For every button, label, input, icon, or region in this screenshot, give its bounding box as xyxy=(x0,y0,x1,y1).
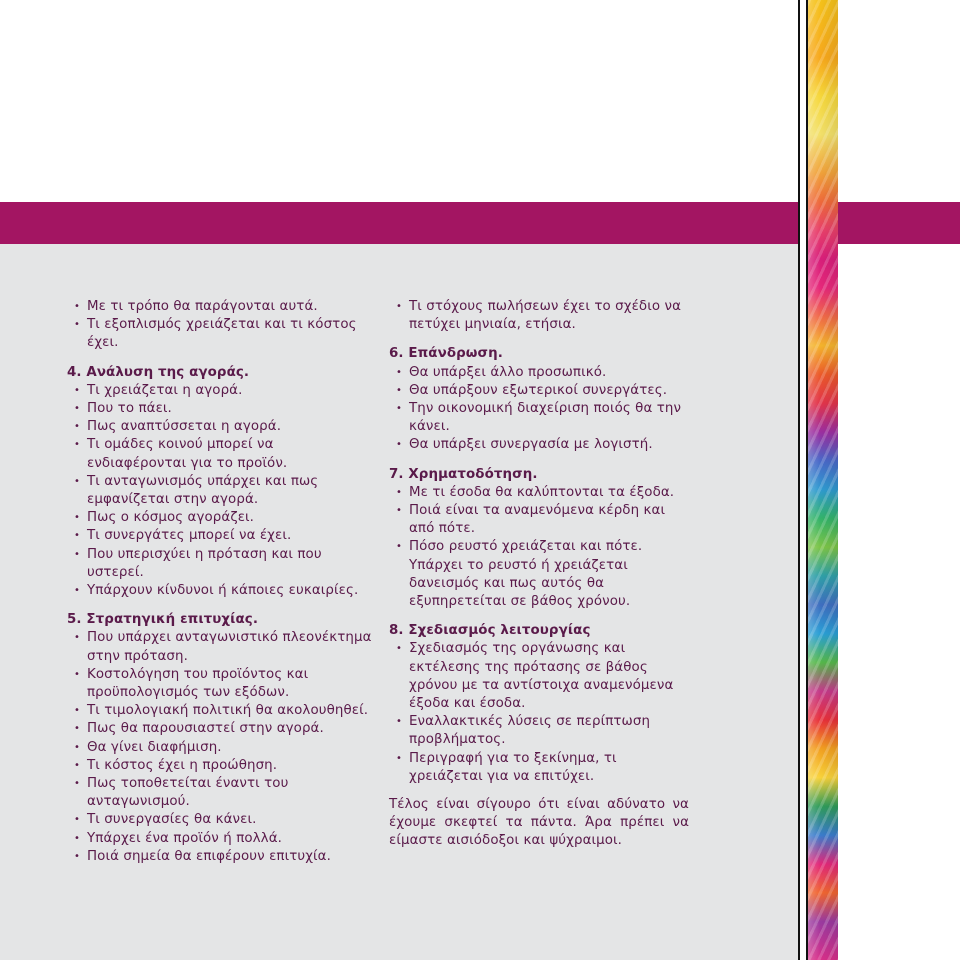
list-item: • Που υπερισχύει η πρόταση και που υστερεί. xyxy=(67,546,372,582)
list-item: • Θα υπάρξουν εξωτερικοί συνεργάτες. xyxy=(389,382,689,400)
right-margin-top xyxy=(838,0,960,202)
list-item: • Τι τιμολογιακή πολιτική θα ακολουθηθεί. xyxy=(67,702,372,720)
list-item: • Ποιά είναι τα αναμενόμενα κέρδη και από πότε. xyxy=(389,502,689,538)
list-item: • Τι εξοπλισμός χρειάζεται και τι κόστος έχει. xyxy=(67,316,372,352)
list-item: • Περιγραφή για το ξεκίνημα, τι χρειάζεται για να επιτύχει. xyxy=(389,750,689,786)
list-item: • Την οικονομική διαχείριση ποιός θα την κάνει. xyxy=(389,400,689,436)
list-item: • Υπάρχουν κίνδυνοι ή κάποιες ευκαιρίες. xyxy=(67,582,372,600)
list-item: • Που το πάει. xyxy=(67,400,372,418)
intro-list-right xyxy=(389,298,689,334)
section-5-title: 5. Στρατηγική επιτυχίας. xyxy=(67,612,258,628)
list-item: • Με τι έσοδα θα καλύπτονται τα έξοδα. xyxy=(389,484,689,502)
section-7-list xyxy=(389,484,689,611)
left-column xyxy=(67,298,372,866)
list-item: • Πως τοποθετείται έναντι του ανταγωνισμού. xyxy=(67,775,372,811)
intro-list-left xyxy=(67,298,372,353)
section-4-title: 4. Ανάλυση της αγοράς. xyxy=(67,364,250,380)
section-8-title: 8. Σχεδιασμός λειτουργίας xyxy=(389,623,591,639)
list-item: • Με τι τρόπο θα παράγονται αυτά. xyxy=(67,298,372,316)
list-item: • Τι ανταγωνισμός υπάρχει και πως εμφανίζεται στην αγορά. xyxy=(67,473,372,509)
list-item: • Τι ομάδες κοινού μπορεί να ενδιαφέρονται για το προϊόν. xyxy=(67,436,372,472)
section-6-list xyxy=(389,364,689,455)
right-margin-bottom xyxy=(838,244,960,960)
list-item: • Τι συνεργασίες θα κάνει. xyxy=(67,811,372,829)
strip-border-left xyxy=(798,0,800,960)
list-item: • Πως ο κόσμος αγοράζει. xyxy=(67,509,372,527)
list-item: • Τι συνεργάτες μπορεί να έχει. xyxy=(67,527,372,545)
section-8-list xyxy=(389,640,689,786)
right-column xyxy=(389,298,689,851)
list-item: • Υπάρχει ένα προϊόν ή πολλά. xyxy=(67,830,372,848)
list-item: • Που υπάρχει ανταγωνιστικό πλεονέκτημα στην πρόταση. xyxy=(67,629,372,665)
list-item: • Κοστολόγηση του προϊόντος και προϋπολογισμός των εξόδων. xyxy=(67,666,372,702)
list-item: • Ποιά σημεία θα επιφέρουν επιτυχία. xyxy=(67,848,372,866)
list-item: • Θα υπάρξει συνεργασία με λογιστή. xyxy=(389,436,689,454)
list-item: • Εναλλακτικές λύσεις σε περίπτωση προβλήματος. xyxy=(389,713,689,749)
closing-paragraph: Τέλος είναι σίγουρο ότι είναι αδύνατο να έχουμε σκεφτεί τα πάντα. Άρα πρέπει να είμαστε αισιόδοξοι και ψύχραιμοι. xyxy=(389,797,689,849)
section-7-title: 7. Χρηματοδότηση. xyxy=(389,466,538,482)
list-item: • Πως θα παρουσιαστεί στην αγορά. xyxy=(67,720,372,738)
list-item: • Τι κόστος έχει η προώθηση. xyxy=(67,757,372,775)
list-item: • Θα γίνει διαφήμιση. xyxy=(67,739,372,757)
list-item: • Σχεδιασμός της οργάνωσης και εκτέλεσης της πρότασης σε βάθος χρόνου με τα αντίστοιχα αναμενόμενα έξοδα και έσοδα. xyxy=(389,640,689,713)
list-item: • Πως αναπτύσσεται η αγορά. xyxy=(67,418,372,436)
list-item: • Πόσο ρευστό χρειάζεται και πότε. Υπάρχει το ρευστό ή χρειάζεται δανεισμός και πως αυτός θα εξυπηρετείται σε βάθος χρόνου. xyxy=(389,538,689,611)
section-6-title: 6. Επάνδρωση. xyxy=(389,346,503,362)
list-item: • Θα υπάρξει άλλο προσωπικό. xyxy=(389,364,689,382)
list-item: • Τι στόχους πωλήσεων έχει το σχέδιο να πετύχει μηνιαία, ετήσια. xyxy=(389,298,689,334)
section-4-list xyxy=(67,382,372,600)
top-margin xyxy=(0,0,800,202)
section-5-list xyxy=(67,629,372,866)
painted-art-texture xyxy=(808,0,838,960)
list-item: • Τι χρειάζεται η αγορά. xyxy=(67,382,372,400)
